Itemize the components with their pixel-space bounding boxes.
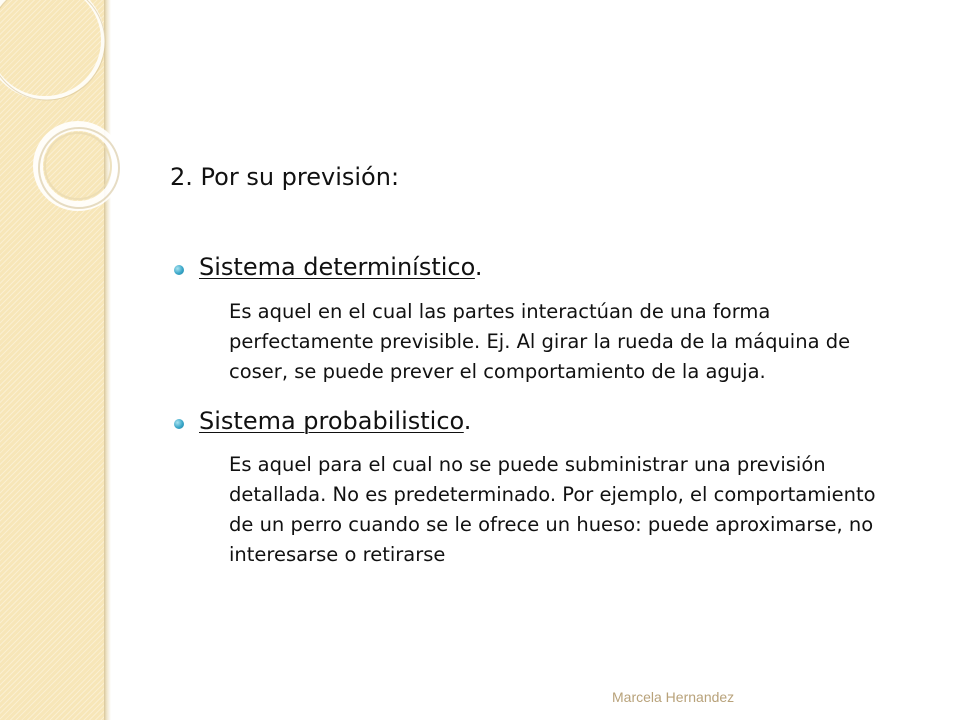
item-description-deterministic: Es aquel en el cual las partes interactúan de una forma perfectamente previsible. Ej. Al girar la rueda de la máquina de coser, se puede prever el comportamiento de la aguja. (229, 300, 851, 383)
small-ring-inner (45, 133, 111, 199)
slide-heading: 2. Por su previsión: (170, 163, 400, 191)
bullet-icon (174, 265, 184, 275)
item-title-deterministic (199, 253, 483, 281)
footer-author: Marcela Hernandez (612, 689, 735, 705)
large-ring-shadow (0, 0, 105, 100)
item-title-suffix: . (474, 253, 483, 281)
decorative-rings (0, 0, 160, 260)
item-title-text: Sistema probabilistico (199, 407, 464, 435)
item-description-probabilistic: Es aquel para el cual no se puede subministrar una previsión detallada. No es predeterminado. Por ejemplo, el comportamiento de un perro cuando se le ofrece un hueso: puede aproximarse, no interesarse o retirarse (229, 453, 876, 566)
item-title-text: Sistema determinístico (199, 253, 475, 281)
item-title-suffix: . (463, 407, 472, 435)
item-title-probabilistic (199, 407, 471, 435)
small-ring-shadow (39, 128, 119, 208)
bullet-icon (174, 419, 184, 429)
